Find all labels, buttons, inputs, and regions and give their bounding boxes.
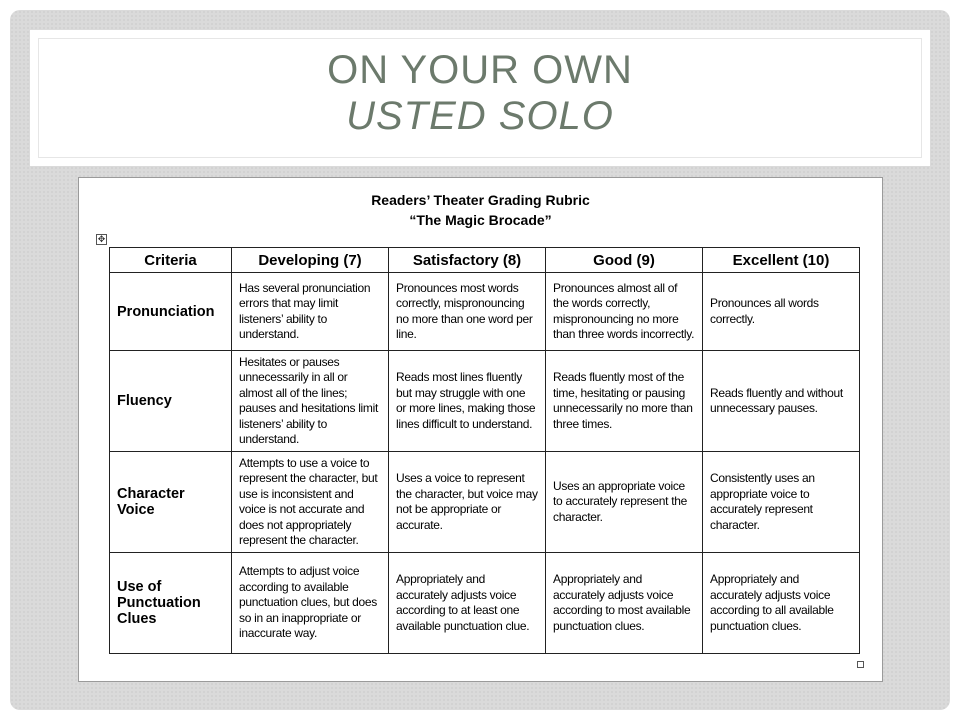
criteria-cell: Character Voice xyxy=(110,452,232,553)
document-title: Readers’ Theater Grading Rubric xyxy=(371,192,590,208)
table-cell: Attempts to adjust voice according to available punctuation clues, but does so in an inappropriate or inaccurate way. xyxy=(232,553,389,654)
slide-title: ON YOUR OWN xyxy=(327,48,633,92)
rubric-table xyxy=(109,247,860,654)
table-cell: Attempts to use a voice to represent the character, but use is inconsistent and voice is not accurate and does not appropriately represent the character. xyxy=(232,452,389,553)
criteria-cell: Pronunciation xyxy=(110,273,232,351)
table-cell: Pronounces most words correctly, mispronouncing no more than one word per line. xyxy=(389,273,546,351)
table-cell: Reads fluently most of the time, hesitating or pausing unnecessarily no more than three times. xyxy=(546,351,703,452)
slide-subtitle: USTED SOLO xyxy=(346,94,614,138)
table-row xyxy=(110,351,860,452)
header-satisfactory: Satisfactory (8) xyxy=(389,248,546,273)
table-cell: Has several pronunciation errors that may limit listeners’ ability to understand. xyxy=(232,273,389,351)
table-cell: Hesitates or pauses unnecessarily in all or almost all of the lines; pauses and hesitations limit listeners’ ability to understand. xyxy=(232,351,389,452)
table-cell: Reads fluently and without unnecessary pauses. xyxy=(703,351,860,452)
header-excellent: Excellent (10) xyxy=(703,248,860,273)
table-cell: Appropriately and accurately adjusts voice according to most available punctuation clues. xyxy=(546,553,703,654)
table-cell: Uses an appropriate voice to accurately represent the character. xyxy=(546,452,703,553)
table-cell: Consistently uses an appropriate voice to accurately represent character. xyxy=(703,452,860,553)
criteria-cell: Fluency xyxy=(110,351,232,452)
table-cell: Appropriately and accurately adjusts voice according to all available punctuation clues. xyxy=(703,553,860,654)
table-cell: Appropriately and accurately adjusts voice according to at least one available punctuation clue. xyxy=(389,553,546,654)
rubric-document xyxy=(78,177,883,682)
slide-title-box xyxy=(30,30,930,166)
header-good: Good (9) xyxy=(546,248,703,273)
table-row xyxy=(110,452,860,553)
table-cell: Pronounces all words correctly. xyxy=(703,273,860,351)
resize-handle-icon[interactable] xyxy=(857,661,864,668)
table-row xyxy=(110,553,860,654)
table-cell: Pronounces almost all of the words correctly, mispronouncing no more than three words incorrectly. xyxy=(546,273,703,351)
header-developing: Developing (7) xyxy=(232,248,389,273)
criteria-cell: Use of Punctuation Clues xyxy=(110,553,232,654)
table-cell: Uses a voice to represent the character, but voice may not be appropriate or accurate. xyxy=(389,452,546,553)
table-header-row xyxy=(110,248,860,273)
move-icon[interactable]: ✥ xyxy=(97,234,106,244)
table-cell: Reads most lines fluently but may struggle with one or more lines, making those lines difficult to understand. xyxy=(389,351,546,452)
header-criteria: Criteria xyxy=(110,248,232,273)
document-subtitle: “The Magic Brocade” xyxy=(409,212,552,228)
table-row xyxy=(110,273,860,351)
